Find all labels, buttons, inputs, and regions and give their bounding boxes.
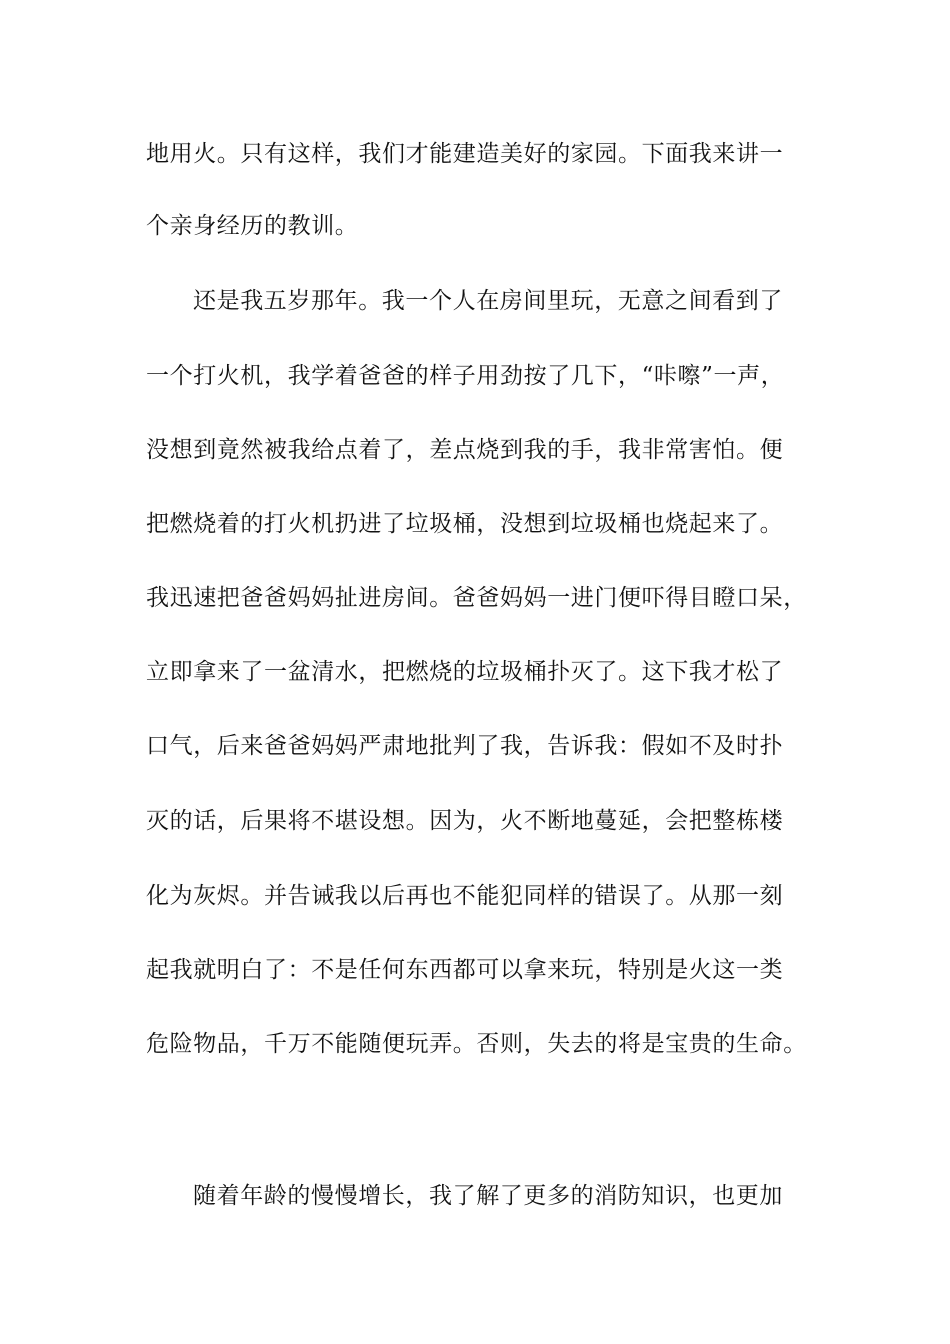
text-line: 我迅速把爸爸妈妈扯进房间。爸爸妈妈一进门便吓得目瞪口呆， xyxy=(146,585,807,611)
text-line: 起我就明白了：不是任何东西都可以拿来玩，特别是火这一类 xyxy=(146,957,784,983)
text-line: 口气，后来爸爸妈妈严肃地批判了我，告诉我：假如不及时扑 xyxy=(146,733,784,759)
text-line: 立即拿来了一盆清水，把燃烧的垃圾桶扑灭了。这下我才松了 xyxy=(146,659,784,685)
text-line: 一个打火机，我学着爸爸的样子用劲按了几下，“咔嚓”一声， xyxy=(146,363,785,389)
text-line: 危险物品，千万不能随便玩弄。否则，失去的将是宝贵的生命。 xyxy=(146,1031,807,1057)
text-line: 个亲身经历的教训。 xyxy=(146,213,359,239)
text-line: 地用火。只有这样，我们才能建造美好的家园。下面我来讲一 xyxy=(146,141,784,167)
paragraph-first-line: 还是我五岁那年。我一个人在房间里玩，无意之间看到了 xyxy=(193,288,783,314)
text-line: 化为灰烬。并告诫我以后再也不能犯同样的错误了。从那一刻 xyxy=(146,883,784,909)
paragraph-first-line: 随着年龄的慢慢增长，我了解了更多的消防知识，也更加 xyxy=(193,1183,783,1209)
text-line: 没想到竟然被我给点着了，差点烧到我的手，我非常害怕。便 xyxy=(146,437,784,463)
text-line: 把燃烧着的打火机扔进了垃圾桶，没想到垃圾桶也烧起来了。 xyxy=(146,511,784,537)
text-line: 灭的话，后果将不堪设想。因为，火不断地蔓延，会把整栋楼 xyxy=(146,808,784,834)
